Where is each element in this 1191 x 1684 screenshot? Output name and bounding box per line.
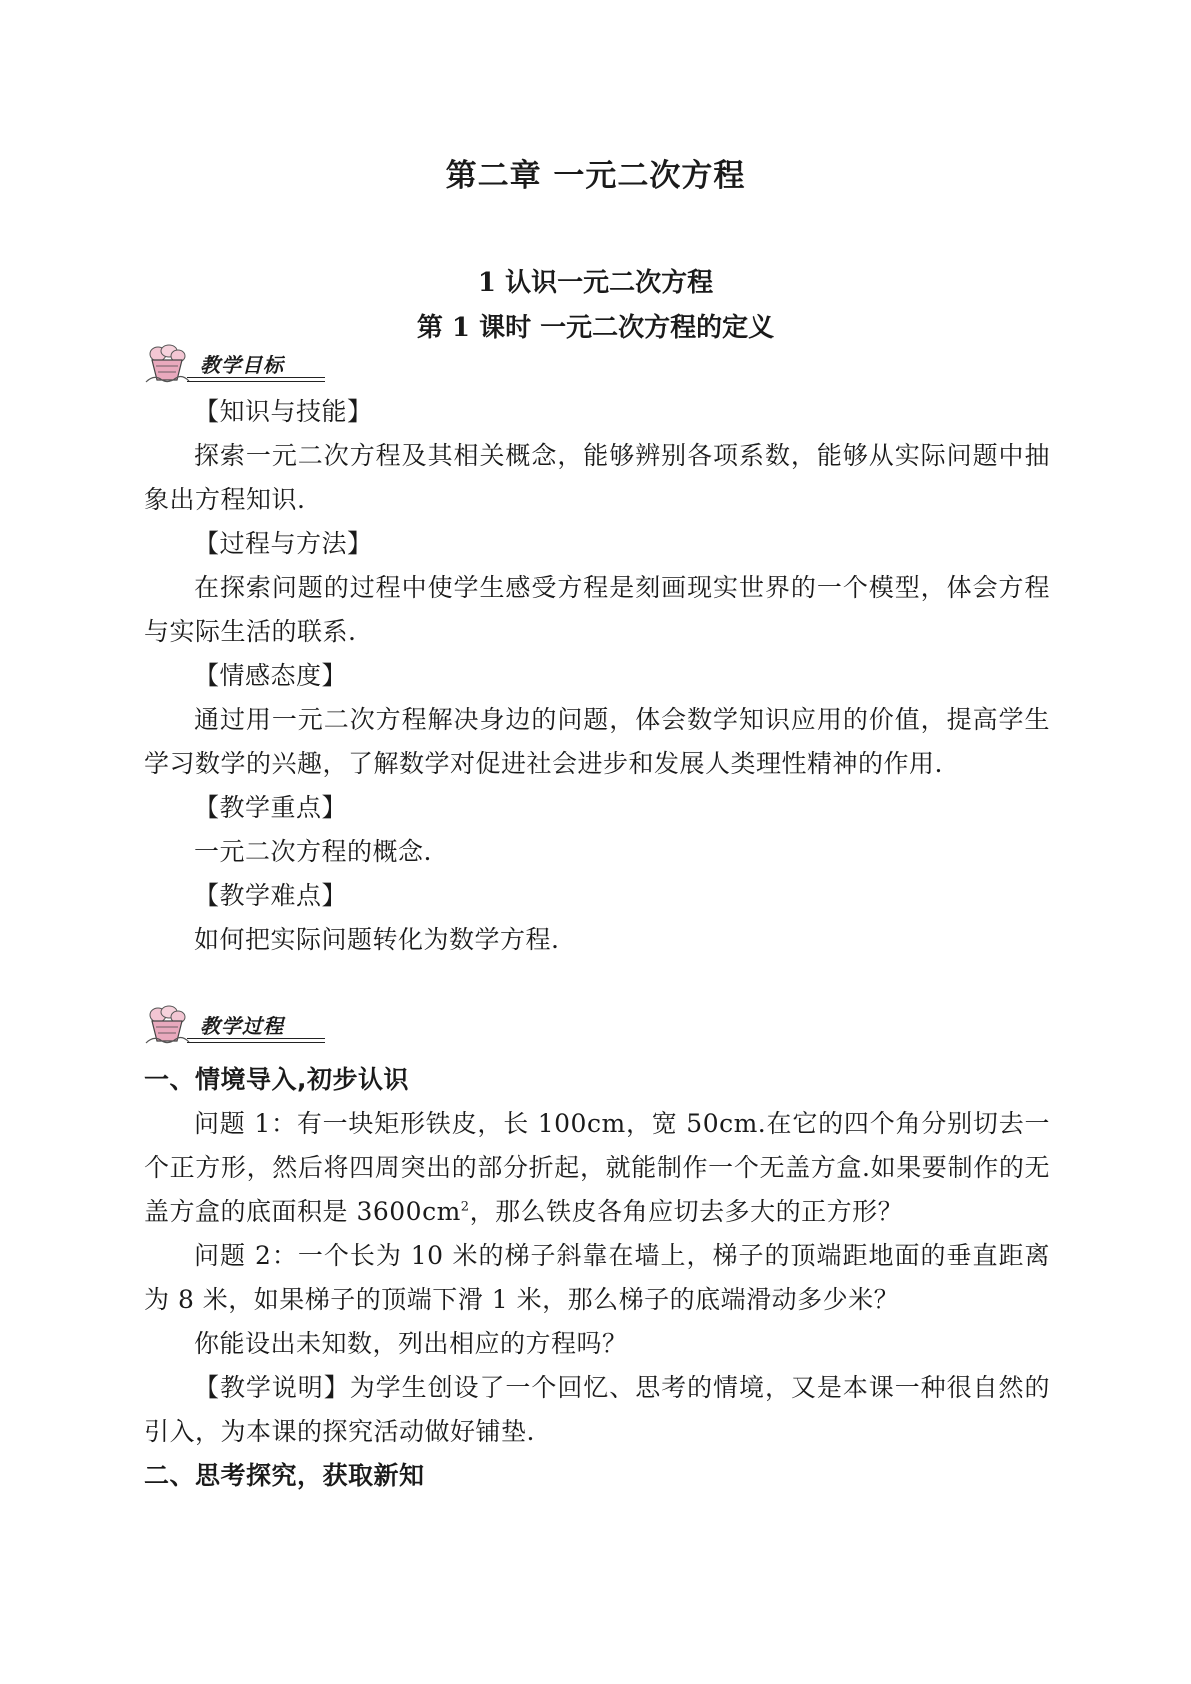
teaching-process-section bbox=[144, 1058, 1050, 1498]
knowledge-heading: 【知识与技能】 bbox=[194, 397, 373, 426]
teaching-process-banner bbox=[142, 1005, 322, 1045]
problem-1-text-end: ，那么铁皮各角应切去多大的正方形？ bbox=[469, 1197, 904, 1226]
section-title: 1 认识一元二次方程 bbox=[477, 268, 714, 298]
banner-underline bbox=[187, 1038, 325, 1043]
method-text: 在探索问题的过程中使学生感受方程是刻画现实世界的一个模型，体会方程与实际生活的联系. bbox=[144, 573, 1050, 646]
knowledge-text: 探索一元二次方程及其相关概念，能够辨别各项系数，能够从实际问题中抽象出方程知识. bbox=[144, 441, 1050, 514]
flower-basket-icon bbox=[142, 1005, 192, 1047]
teaching-goals-banner bbox=[142, 344, 322, 384]
part2-heading: 二、思考探究，获取新知 bbox=[144, 1461, 425, 1490]
problem-2: 问题 2：一个长为 10 米的梯子斜靠在墙上，梯子的顶端距地面的垂直距离为 8 米，如果梯子的顶端下滑 1 米，那么梯子的底端滑动多少米？ bbox=[144, 1241, 1050, 1314]
problem-1 bbox=[144, 1102, 1050, 1234]
banner-label: 教学过程 bbox=[200, 1014, 284, 1038]
difficulty-heading: 【教学难点】 bbox=[194, 881, 348, 910]
lesson-title: 第 1 课时 一元二次方程的定义 bbox=[416, 313, 775, 343]
teaching-goals-section bbox=[144, 390, 1050, 962]
teaching-note: 【教学说明】为学生创设了一个回忆、思考的情境，又是本课一种很自然的引入，为本课的探究活动做好铺垫. bbox=[144, 1373, 1050, 1446]
question-text: 你能设出未知数，列出相应的方程吗？ bbox=[194, 1329, 628, 1358]
attitude-text: 通过用一元二次方程解决身边的问题，体会数学知识应用的价值，提高学生学习数学的兴趣，了解数学对促进社会进步和发展人类理性精神的作用. bbox=[144, 705, 1050, 778]
method-heading: 【过程与方法】 bbox=[194, 529, 373, 558]
difficulty-text: 如何把实际问题转化为数学方程. bbox=[194, 925, 560, 954]
flower-basket-icon bbox=[142, 344, 192, 386]
chapter-title: 第二章 一元二次方程 bbox=[445, 158, 746, 194]
superscript: 2 bbox=[460, 1199, 470, 1215]
attitude-heading: 【情感态度】 bbox=[194, 661, 348, 690]
part1-heading: 一、情境导入,初步认识 bbox=[144, 1065, 409, 1094]
key-point-heading: 【教学重点】 bbox=[194, 793, 348, 822]
problem-1-text: 问题 1：有一块矩形铁皮，长 100cm，宽 50cm.在它的四个角分别切去一个正方形，然后将四周突出的部分折起，就能制作一个无盖方盒.如果要制作的无盖方盒的底面积是 3600cm bbox=[144, 1109, 1050, 1226]
banner-underline bbox=[187, 377, 325, 382]
banner-label: 教学目标 bbox=[200, 353, 284, 377]
key-point-text: 一元二次方程的概念. bbox=[194, 837, 432, 866]
